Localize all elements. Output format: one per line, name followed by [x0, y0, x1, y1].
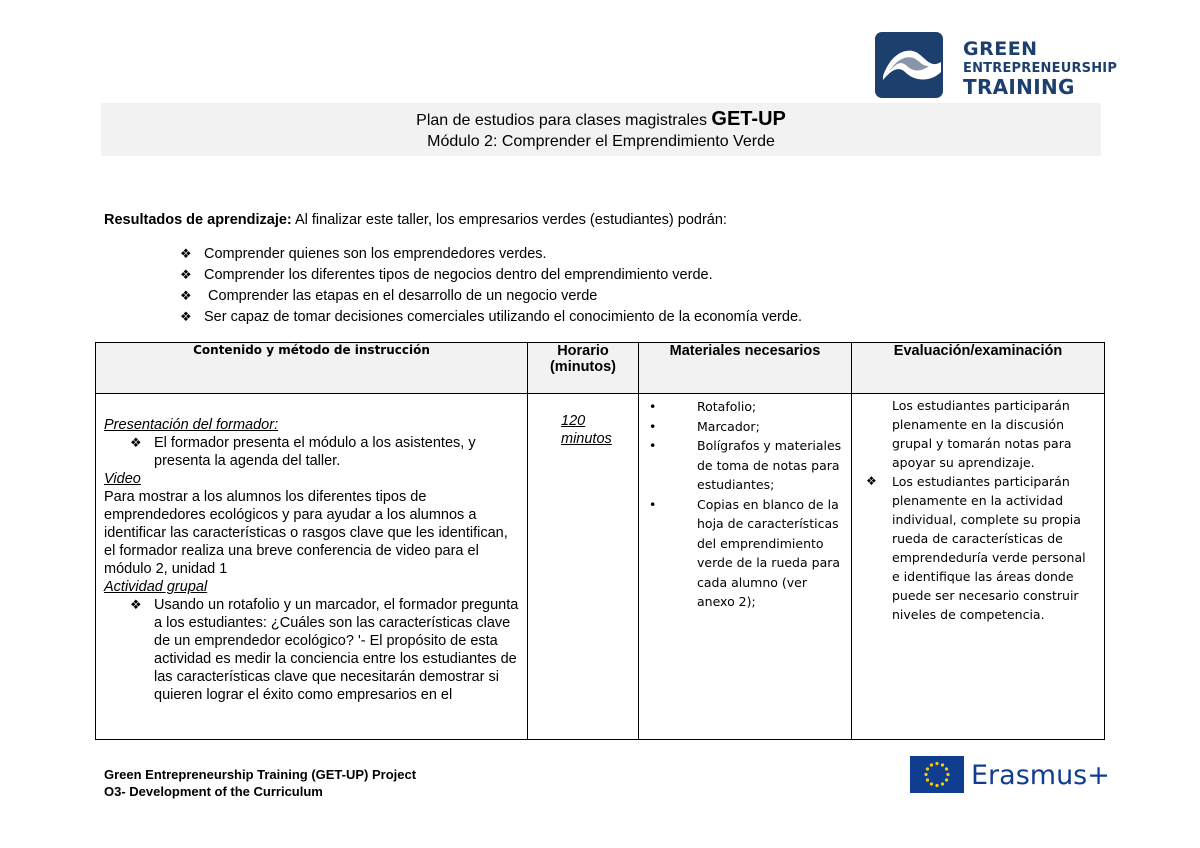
- outcomes-intro-text: Al finalizar este taller, los empresarios verdes (estudiantes) podrán:: [291, 212, 727, 228]
- erasmus-wordmark: Erasmus+: [971, 760, 1110, 791]
- list-item: [180, 309, 802, 330]
- green-entrepreneurship-logo: [875, 32, 1118, 100]
- logo-line-3: TRAINING: [963, 75, 1075, 99]
- list-item: [866, 472, 1096, 624]
- trainer-presentation-heading: Presentación del formador:: [104, 417, 279, 433]
- list-item: [649, 397, 845, 417]
- list-item: [180, 288, 802, 309]
- diamond-bullet-icon: ❖: [180, 288, 192, 303]
- eu-star: [935, 762, 938, 765]
- footer-project: Green Entrepreneurship Training (GET-UP) Project: [104, 767, 417, 782]
- logo-line-1: GREEN: [963, 38, 1038, 60]
- list-item: [130, 434, 521, 470]
- list-item: [130, 596, 521, 704]
- outcome-text: Ser capaz de tomar decisiones comerciales utilizando el conocimiento de la economía verde.: [204, 309, 803, 325]
- eu-star: [945, 767, 948, 770]
- material-text: Rotafolio;: [697, 399, 757, 414]
- learning-outcomes-intro: [104, 212, 727, 228]
- eu-star: [941, 782, 944, 785]
- diamond-bullet-icon: ❖: [130, 435, 142, 450]
- material-text: Copias en blanco de la hoja de características del emprendimiento verde de la rueda para cada alumno (ver anexo 2);: [697, 496, 841, 609]
- evaluation-paragraph-2: Los estudiantes participarán plenamente en la actividad individual, complete su propia rueda de características de emprendeduría verde personal e identifique las áreas donde puede ser necesario construir niveles de competencia.: [892, 474, 1086, 622]
- content-cell: [96, 394, 528, 740]
- title-brand: GET-UP: [711, 108, 786, 130]
- page-title: [101, 108, 1101, 131]
- page-subtitle: Módulo 2: Comprender el Emprendimiento Verde: [427, 133, 775, 150]
- title-prefix: Plan de estudios para clases magistrales: [416, 112, 712, 129]
- page-footer: [104, 766, 416, 800]
- material-text: Bolígrafos y materiales de toma de notas para estudiantes;: [697, 438, 842, 492]
- list-item: [649, 417, 845, 437]
- eu-star: [946, 773, 949, 776]
- logo-wordmark: [963, 40, 1117, 97]
- material-text: Marcador;: [697, 418, 760, 434]
- eu-star: [926, 778, 929, 781]
- list-item: [180, 267, 802, 288]
- footer-output: O3- Development of the Curriculum: [104, 784, 323, 799]
- diamond-bullet-icon: ❖: [180, 309, 192, 324]
- time-cell: [528, 394, 639, 740]
- dot-bullet-icon: •: [649, 418, 657, 434]
- logo-line-2: ENTREPRENEURSHIP: [963, 61, 1118, 76]
- outcome-text: Comprender quienes son los emprendedores verdes.: [204, 246, 547, 262]
- evaluation-cell: [852, 394, 1105, 740]
- list-item: [180, 246, 802, 267]
- materials-list: [639, 394, 851, 612]
- header-time: Horario (minutos): [528, 343, 639, 394]
- eu-star: [930, 763, 933, 766]
- diamond-bullet-icon: ❖: [866, 474, 877, 488]
- bullet-text: Usando un rotafolio y un marcador, el formador pregunta a los estudiantes: ¿Cuáles son las características clave de un emprendedor ecológico? '- El propósito de esta actividad es medir la conciencia entre los estudiantes de las características clave que necesitarán demostrar si quieren lograr el éxito como empresarios en el: [154, 597, 519, 703]
- eu-star: [945, 778, 948, 781]
- eu-flag-icon: [910, 756, 964, 793]
- diamond-bullet-icon: ❖: [130, 597, 142, 612]
- eu-star: [926, 767, 929, 770]
- video-heading: Video: [104, 471, 141, 487]
- eu-star: [941, 763, 944, 766]
- outcome-text: Comprender las etapas en el desarrollo de un negocio verde: [204, 288, 598, 304]
- erasmus-logo: [910, 756, 1110, 796]
- outcomes-label: Resultados de aprendizaje:: [104, 212, 292, 228]
- bullet-text: El formador presenta el módulo a los asistentes, y presenta la agenda del taller.: [154, 435, 476, 469]
- eu-star: [924, 773, 927, 776]
- video-paragraph: Para mostrar a los alumnos los diferentes tipos de emprendedores ecológicos y para ayudar a los alumnos a identificar las características o rasgos clave que les identifican, el formador realiza una breve conferencia de video para el módulo 2, unidad 1: [104, 489, 508, 577]
- header-content: Contenido y método de instrucción: [96, 343, 528, 394]
- wave-logo-icon: [875, 32, 943, 98]
- eu-star: [930, 782, 933, 785]
- list-item: [649, 436, 845, 495]
- list-item: [649, 495, 845, 612]
- diamond-bullet-icon: ❖: [180, 267, 192, 282]
- diamond-bullet-icon: ❖: [180, 246, 192, 261]
- group-activity-heading: Actividad grupal: [104, 579, 208, 595]
- title-band: [101, 103, 1101, 156]
- outcomes-list: [180, 246, 802, 330]
- dot-bullet-icon: •: [649, 438, 657, 453]
- evaluation-paragraph-1: Los estudiantes participarán plenamente en la discusión grupal y tomarán notas para apoyar su aprendizaje.: [892, 398, 1072, 470]
- header-materials: Materiales necesarios: [639, 343, 852, 394]
- curriculum-table: [95, 342, 1105, 740]
- table-header-row: [96, 343, 1105, 394]
- header-evaluation: Evaluación/examinación: [852, 343, 1105, 394]
- duration-value: 120 minutos: [561, 413, 612, 447]
- materials-cell: [639, 394, 852, 740]
- eu-star: [935, 784, 938, 787]
- dot-bullet-icon: •: [649, 399, 657, 414]
- table-row: [96, 394, 1105, 740]
- outcome-text: Comprender los diferentes tipos de negocios dentro del emprendimiento verde.: [204, 267, 713, 283]
- dot-bullet-icon: •: [649, 496, 657, 512]
